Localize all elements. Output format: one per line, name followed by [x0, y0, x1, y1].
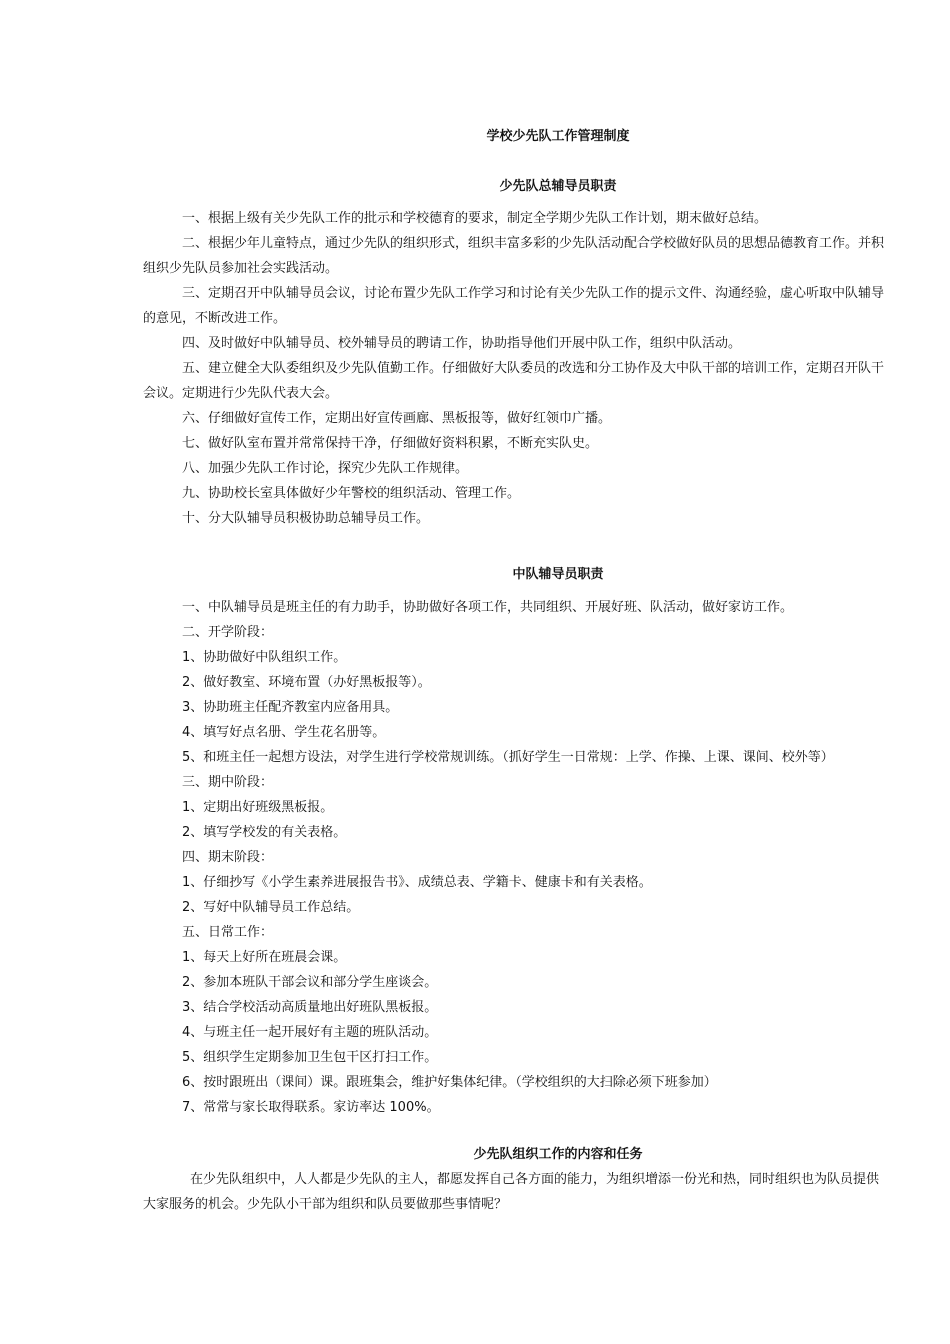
duty-line: 1、每天上好所在班晨会课。: [182, 950, 347, 965]
duty-line: 1、协助做好中队组织工作。: [182, 650, 347, 665]
duty-line: 1、仔细抄写《小学生素养进展报告书》、成绩总表、学籍卡、健康卡和有关表格。: [182, 875, 652, 890]
duty-line: 五、建立健全大队委组织及少先队值勤工作。仔细做好大队委员的改选和分工协作及大中队干部的培训工作，定期召开队干: [182, 361, 885, 376]
duty-line: 4、填写好点名册、学生花名册等。: [182, 725, 386, 740]
duty-line: 三、定期召开中队辅导员会议，讨论布置少先队工作学习和讨论有关少先队工作的提示文件、沟通经验，虚心听取中队辅导: [182, 286, 885, 301]
section-head-counselor-duties: [0, 206, 884, 531]
duty-line: 组织少先队员参加社会实践活动。: [143, 261, 339, 276]
duty-line: 四、及时做好中队辅导员、校外辅导员的聘请工作，协助指导他们开展中队工作，组织中队活动。: [182, 336, 742, 351]
duty-line: 十、分大队辅导员积极协助总辅导员工作。: [182, 511, 430, 526]
duty-line: 2、做好教室、环境布置（办好黑板报等）。: [182, 675, 431, 690]
duty-line: 二、开学阶段：: [182, 625, 274, 640]
duty-line: 四、期末阶段：: [182, 850, 274, 865]
section-squadron-counselor-duties: [0, 595, 834, 1120]
duty-line: 2、参加本班队干部会议和部分学生座谈会。: [182, 975, 438, 990]
section-organization-tasks-text: [0, 1167, 879, 1217]
duty-line: 九、协助校长室具体做好少年警校的组织活动、管理工作。: [182, 486, 521, 501]
duty-line: 会议。定期进行少先队代表大会。: [143, 386, 339, 401]
duty-line: 七、做好队室布置并常常保持干净，仔细做好资料积累，不断充实队史。: [182, 436, 599, 451]
duty-line: 2、写好中队辅导员工作总结。: [182, 900, 360, 915]
paragraph-line: 在少先队组织中，人人都是少先队的主人，都愿发挥自己各方面的能力，为组织增添一份光和热，同时组织也为队员提供: [190, 1172, 880, 1187]
duty-line: 二、根据少年儿童特点，通过少先队的组织形式，组织丰富多彩的少先队活动配合学校做好队员的思想品德教育工作。并积: [182, 236, 885, 251]
section-heading-squadron-counselor: 中队辅导员职责: [512, 567, 604, 582]
duty-line: 5、和班主任一起想方设法，对学生进行学校常规训练。（抓好学生一日常规：上学、作操、上课、课间、校外等）: [182, 750, 834, 765]
duty-line: 3、结合学校活动高质量地出好班队黑板报。: [182, 1000, 438, 1015]
duty-line: 八、加强少先队工作讨论，探究少先队工作规律。: [182, 461, 469, 476]
section-heading-head-counselor: 少先队总辅导员职责: [499, 179, 617, 194]
duty-line: 一、根据上级有关少先队工作的批示和学校德育的要求，制定全学期少先队工作计划，期末做好总结。: [182, 211, 768, 226]
duty-line: 六、仔细做好宣传工作，定期出好宣传画廊、黑板报等，做好红领巾广播。: [182, 411, 612, 426]
duty-line: 的意见，不断改进工作。: [143, 311, 287, 326]
duty-line: 7、常常与家长取得联系。家访率达 100%。: [182, 1100, 440, 1115]
duty-line: 1、定期出好班级黑板报。: [182, 800, 334, 815]
duty-line: 三、期中阶段：: [182, 775, 274, 790]
duty-line: 4、与班主任一起开展好有主题的班队活动。: [182, 1025, 438, 1040]
document-title: 学校少先队工作管理制度: [486, 129, 630, 144]
duty-line: 2、填写学校发的有关表格。: [182, 825, 347, 840]
paragraph-line: 大家服务的机会。少先队小干部为组织和队员要做那些事情呢？: [143, 1197, 508, 1212]
duty-line: 6、按时跟班出（课间）课。跟班集会，维护好集体纪律。（学校组织的大扫除必须下班参加）: [182, 1075, 717, 1090]
duty-line: 3、协助班主任配齐教室内应备用具。: [182, 700, 399, 715]
duty-line: 5、组织学生定期参加卫生包干区打扫工作。: [182, 1050, 438, 1065]
duty-line: 一、中队辅导员是班主任的有力助手，协助做好各项工作，共同组织、开展好班、队活动，做好家访工作。: [182, 600, 794, 615]
duty-line: 五、日常工作：: [182, 925, 274, 940]
section-heading-organization-tasks: 少先队组织工作的内容和任务: [473, 1147, 643, 1162]
